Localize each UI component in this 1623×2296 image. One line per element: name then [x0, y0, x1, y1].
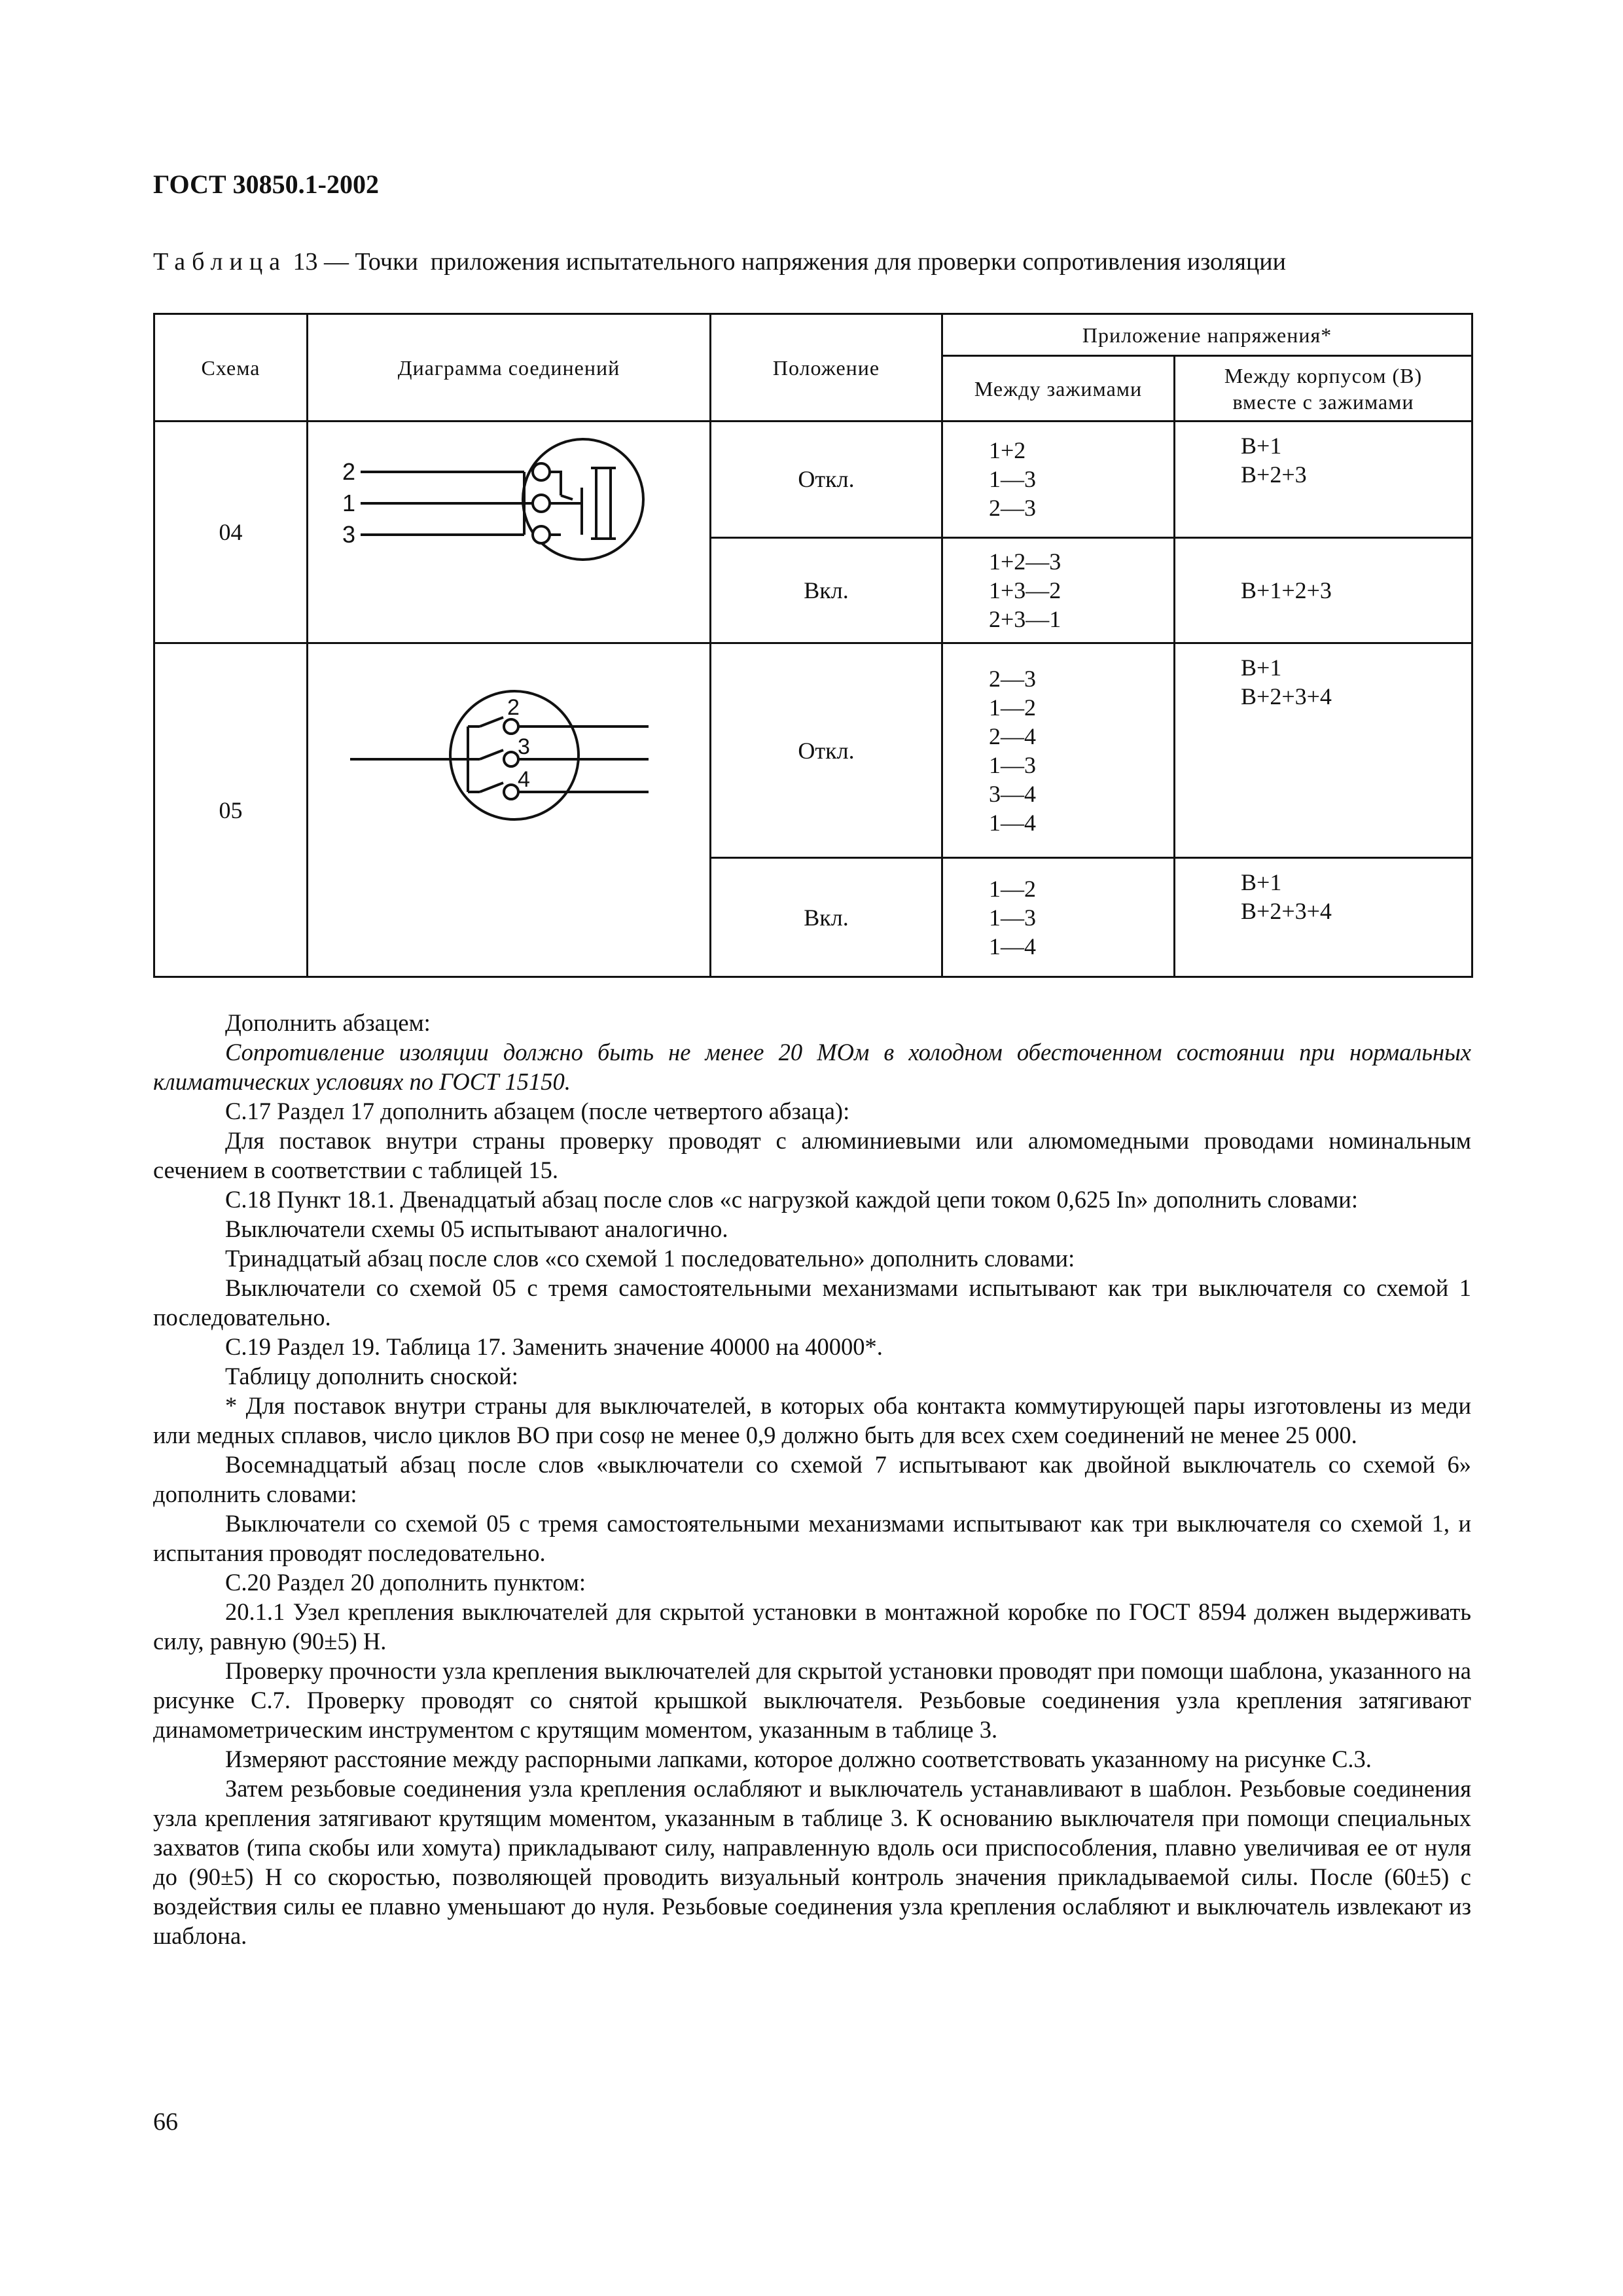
paragraph: С.19 Раздел 19. Таблица 17. Заменить значение 40000 на 40000*. — [225, 1333, 883, 1360]
header-between-body — [1175, 356, 1472, 422]
paragraph: Выключатели со схемой 05 с тремя самостоятельными механизмами испытывают как три выключателя со схемой 1, и испытания проводят последовательно. — [153, 1510, 1471, 1566]
paragraph: Дополнить абзацем: — [225, 1009, 431, 1036]
page-number: 66 — [153, 2108, 178, 2136]
header-voltage: Приложение напряжения* — [942, 314, 1472, 356]
scheme-04-off-terminals — [942, 422, 1175, 538]
terminal-pair: 2+3—1 — [989, 605, 1061, 632]
scheme-04-diagram-svg — [308, 422, 711, 642]
scheme-05-id: 05 — [154, 643, 308, 977]
terminal-pair: 1—3 — [989, 466, 1036, 493]
paragraph: Восемнадцатый абзац после слов «выключатели со схемой 7 испытывают как двойной выключатель со схемой 6» дополнить словами: — [153, 1451, 1471, 1507]
paragraph: Сопротивление изоляции должно быть не менее 20 МОм в холодном обесточенном состоянии при нормальных климатических условиях по ГОСТ 15150. — [153, 1039, 1471, 1095]
scheme-04-label-2: 2 — [342, 458, 356, 485]
terminal-pair: 2—3 — [989, 665, 1036, 692]
terminal-pair: 1+2 — [989, 437, 1026, 464]
paragraph: Проверку прочности узла крепления выключателей для скрытой установки проводят при помощи шаблона, указанного на рисунке С.7. Проверку проводят со снятой крышкой выключателя. Резьбовые соединения узла крепления затягивают динамометрическим инструментом с крутящим моментом, указанным в таблице 3. — [153, 1657, 1471, 1743]
scheme-04-on-position: Вкл. — [711, 537, 942, 643]
body-combination: В+1 — [1241, 869, 1282, 895]
body-combination: В+1 — [1241, 433, 1282, 459]
body-combination: В+2+3 — [1241, 461, 1307, 488]
terminal-pair: 2—4 — [989, 723, 1036, 749]
paragraph: Для поставок внутри страны проверку проводят с алюминиевыми или алюмомедными проводами номинальным сечением в соответствии с таблицей 15. — [153, 1127, 1471, 1183]
scheme-05-off-position: Откл. — [711, 643, 942, 858]
terminal-pair: 1—4 — [989, 809, 1036, 836]
scheme-05-label-3: 3 — [518, 734, 530, 759]
header-diagram: Диаграмма соединений — [308, 314, 711, 422]
scheme-04-label-3: 3 — [342, 521, 356, 548]
scheme-04-off-position: Откл. — [711, 422, 942, 538]
terminal-pair: 3—4 — [989, 780, 1036, 807]
scheme-05-on-position: Вкл. — [711, 858, 942, 977]
scheme-05-diagram — [308, 643, 711, 977]
terminal-pair: 1—3 — [989, 751, 1036, 778]
terminal-pair: 1+2—3 — [989, 548, 1061, 575]
scheme-04-off-body — [1175, 422, 1472, 538]
paragraph: 20.1.1 Узел крепления выключателей для скрытой установки в монтажной коробке по ГОСТ 8594 должен выдерживать силу, равную (90±5) Н. — [153, 1598, 1471, 1655]
table-caption-text: 13 — Точки приложения испытательного напряжения для проверки сопротивления изоляции — [287, 248, 1286, 276]
header-between-terminals: Между зажимами — [942, 356, 1175, 422]
scheme-05-on-terminals — [942, 858, 1175, 977]
paragraph: С.17 Раздел 17 дополнить абзацем (после четвертого абзаца): — [225, 1098, 850, 1124]
table-13 — [153, 313, 1473, 978]
terminal-pair: 2—3 — [989, 495, 1036, 522]
table-caption — [153, 247, 1471, 276]
body-combination: В+2+3+4 — [1241, 683, 1332, 709]
paragraph: Таблицу дополнить сноской: — [225, 1363, 518, 1390]
scheme-05-off-terminals — [942, 643, 1175, 858]
scheme-05-label-2: 2 — [507, 694, 520, 720]
terminal-pair: 1—2 — [989, 875, 1036, 902]
paragraph: Тринадцатый абзац после слов «со схемой 1 последовательно» дополнить словами: — [225, 1245, 1075, 1272]
paragraph: Выключатели схемы 05 испытывают аналогично. — [225, 1215, 728, 1242]
header-between-body-line2: вместе с зажимами — [1232, 389, 1414, 414]
scheme-05-on-body — [1175, 858, 1472, 977]
scheme-05-diagram-svg — [308, 647, 711, 974]
scheme-05-label-4: 4 — [518, 766, 530, 792]
paragraph: Измеряют расстояние между распорными лапками, которое должно соответствовать указанному на рисунке С.3. — [225, 1746, 1372, 1772]
terminal-pair: 1—4 — [989, 933, 1036, 960]
terminal-pair: 1—2 — [989, 694, 1036, 721]
paragraph: * Для поставок внутри страны для выключателей, в которых оба контакта коммутирующей пары изготовлены из меди или медных сплавов, число циклов ВО при cosφ не менее 0,9 должно быть для всех схем соединений не менее 25 000. — [153, 1392, 1471, 1448]
table-caption-word: Таблица — [153, 248, 287, 276]
scheme-04-on-body — [1175, 537, 1472, 643]
document-code: ГОСТ 30850.1-2002 — [153, 170, 379, 199]
terminal-pair: 1—3 — [989, 904, 1036, 931]
paragraph: С.18 Пункт 18.1. Двенадцатый абзац после слов «с нагрузкой каждой цепи током 0,625 In» дополнить словами: — [225, 1186, 1358, 1213]
header-scheme: Схема — [154, 314, 308, 422]
scheme-04-on-terminals — [942, 537, 1175, 643]
header-between-body-line1: Между корпусом (В) — [1224, 363, 1423, 387]
paragraph: Затем резьбовые соединения узла крепления ослабляют и выключатель устанавливают в шаблон. Резьбовые соединения узла крепления затягивают крутящим моментом, указанным в таблице 3. К основанию выключателя при помощи специальных захватов (типа скобы или хомута) прикладывают силу, направленную вдоль оси приспособления, плавно увеличивая ее от нуля до (90±5) Н со скоростью, позволяющей проводить визуальный контроль значения прикладываемой силы. После (60±5) с воздействия силы ее плавно уменьшают до нуля. Резьбовые соединения узла крепления ослабляют и выключатель извлекают из шаблона. — [153, 1775, 1471, 1949]
body-text — [153, 1008, 1471, 1950]
scheme-05-off-body — [1175, 643, 1472, 858]
terminal-pair: 1+3—2 — [989, 577, 1061, 603]
body-combination: В+1 — [1241, 655, 1282, 681]
scheme-04-label-1: 1 — [342, 490, 356, 516]
scheme-04-id: 04 — [154, 422, 308, 643]
paragraph: Выключатели со схемой 05 с тремя самостоятельными механизмами испытывают как три выключателя со схемой 1 последовательно. — [153, 1274, 1471, 1331]
body-combination: В+1+2+3 — [1241, 577, 1332, 603]
header-position: Положение — [711, 314, 942, 422]
body-combination: В+2+3+4 — [1241, 898, 1332, 924]
scheme-04-diagram — [308, 422, 711, 643]
paragraph: С.20 Раздел 20 дополнить пунктом: — [225, 1569, 586, 1596]
